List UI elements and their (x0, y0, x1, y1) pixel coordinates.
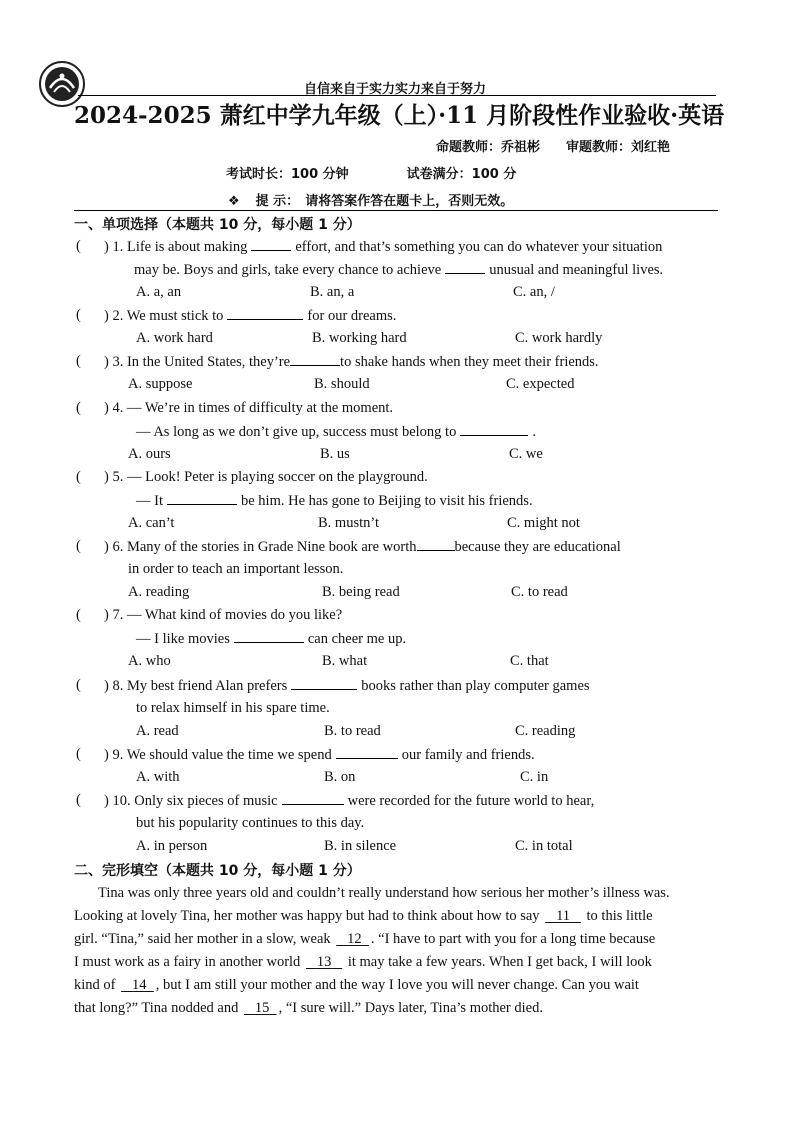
option-a: A. a, an (136, 284, 182, 300)
answer-blank (290, 353, 340, 366)
option-b: B. mustn’t (318, 515, 379, 531)
question-7: ) 7. — What kind of movies do you like? (104, 607, 343, 623)
option-b: B. working hard (312, 330, 407, 346)
page-title: 2024-2025 萧红中学九年级（上）·11 月阶段性作业验收·英语 (74, 102, 725, 129)
answer-paren: ( (76, 469, 81, 485)
option-c: C. to read (511, 584, 568, 600)
option-c: C. we (509, 446, 543, 462)
answer-blank (234, 630, 304, 643)
question-6: ) 6. Many of the stories in Grade Nine book are worth because they are educational (104, 539, 621, 555)
answer-blank (282, 792, 344, 805)
passage-line-2: Looking at lovely Tina, her mother was happy but had to think about how to say 11 to this little (74, 908, 653, 924)
answer-blank (417, 538, 455, 551)
option-c: C. reading (515, 723, 576, 739)
cloze-blank-11: 11 (556, 908, 571, 924)
option-b: B. to read (324, 723, 381, 739)
option-a: A. who (128, 653, 171, 669)
cloze-blank-13: 13 (316, 954, 332, 970)
passage-line-5: kind of 14 , but I am still your mother and the way I love you will never change. Can you wait (74, 977, 639, 993)
passage-line-4: I must work as a fairy in another world 13 it may take a few years. When I get back, I will look (74, 954, 652, 970)
option-c: C. work hardly (515, 330, 603, 346)
question-4-reply: — As long as we don’t give up, success must belong to . (136, 424, 536, 440)
question-1-cont: may be. Boys and girls, take every chance to achieve unusual and meaningful lives. (134, 262, 664, 278)
question-5-reply: — It be him. He has gone to Beijing to visit his friends. (136, 493, 533, 509)
option-c: C. in (520, 769, 549, 785)
question-6-cont: in order to teach an important lesson. (128, 561, 344, 577)
answer-blank (445, 261, 485, 274)
answer-paren: ( (76, 238, 81, 254)
passage-line-1: Tina was only three years old and couldn’t really understand how serious her mother’s illness was. (98, 885, 670, 901)
answer-blank (227, 307, 303, 320)
passage-line-6: that long?” Tina nodded and 15 , “I sure will.” Days later, Tina’s mother died. (74, 1000, 543, 1016)
reviewer-label: 审题教师：刘红艳 (566, 140, 671, 155)
question-7-reply: — I like movies can cheer me up. (136, 631, 407, 647)
answer-blank (251, 238, 291, 251)
question-5: ) 5. — Look! Peter is playing soccer on the playground. (104, 469, 428, 485)
option-c: C. expected (506, 376, 575, 392)
answer-paren: ( (76, 307, 81, 323)
section-divider (74, 210, 718, 211)
question-9: ) 9. We should value the time we spend our family and friends. (104, 747, 535, 763)
answer-paren: ( (76, 353, 81, 369)
setter-label: 命题教师：乔祖彬 (436, 140, 541, 155)
answer-blank (460, 423, 528, 436)
question-8-cont: to relax himself in his spare time. (136, 700, 330, 716)
answer-paren: ( (76, 538, 81, 554)
option-b: B. on (324, 769, 356, 785)
answer-paren: ( (76, 400, 81, 416)
header-divider (78, 95, 716, 96)
cloze-blank-14: 14 (131, 977, 147, 993)
option-c: C. might not (507, 515, 580, 531)
option-b: B. us (320, 446, 350, 462)
option-a: A. work hard (136, 330, 213, 346)
cloze-blank-12: 12 (347, 931, 362, 947)
school-motto: 自信来自于实力实力来自于努力 (304, 82, 487, 97)
answer-paren: ( (76, 607, 81, 623)
section2-heading: 二、完形填空（本题共 10 分，每小题 1 分） (74, 863, 361, 879)
option-a: A. read (136, 723, 179, 739)
question-4: ) 4. — We’re in times of difficulty at the moment. (104, 400, 394, 416)
option-b: B. in silence (324, 838, 397, 854)
question-2: ) 2. We must stick to for our dreams. (104, 308, 397, 324)
tip-text: 请将答案作答在题卡上，否则无效。 (305, 194, 514, 209)
answer-blank (336, 746, 398, 759)
answer-blank (167, 492, 237, 505)
section1-heading: 一、单项选择（本题共 10 分，每小题 1 分） (74, 217, 361, 233)
answer-paren: ( (76, 792, 81, 808)
exam-authors (436, 136, 670, 155)
option-a: A. in person (136, 838, 208, 854)
question-10: ) 10. Only six pieces of music were recorded for the future world to hear, (104, 793, 595, 809)
option-a: A. can’t (128, 515, 175, 531)
question-1: ) 1. Life is about making effort, and that’s something you can do whatever your situation (104, 239, 663, 255)
exam-info (226, 163, 516, 182)
question-3: ) 3. In the United States, they’re to shake hands when they meet their friends. (104, 354, 599, 370)
option-c: C. that (510, 653, 549, 669)
full-score-label: 试卷满分：100 分 (406, 167, 517, 182)
option-a: A. reading (128, 584, 190, 600)
option-b: B. should (314, 376, 370, 392)
tip-label: 提 示： (255, 194, 300, 209)
question-8: ) 8. My best friend Alan prefers books rather than play computer games (104, 678, 590, 694)
passage-line-3: girl. “Tina,” said her mother in a slow, weak 12 . “I have to part with you for a long time because (74, 931, 656, 947)
answer-paren: ( (76, 677, 81, 693)
option-c: C. an, / (513, 284, 555, 300)
option-b: B. being read (322, 584, 400, 600)
option-b: B. an, a (310, 284, 355, 300)
duration-label: 考试时长：100 分钟 (226, 167, 349, 182)
option-c: C. in total (515, 838, 573, 854)
cloze-blank-15: 15 (254, 1000, 270, 1016)
option-a: A. with (136, 769, 180, 785)
option-a: A. suppose (128, 376, 193, 392)
answer-paren: ( (76, 746, 81, 762)
question-10-cont: but his popularity continues to this day. (136, 815, 365, 831)
diamond-icon: ❖ (228, 194, 240, 209)
option-a: A. ours (128, 446, 171, 462)
option-b: B. what (322, 653, 368, 669)
answer-blank (291, 677, 357, 690)
exam-tip (228, 190, 513, 209)
